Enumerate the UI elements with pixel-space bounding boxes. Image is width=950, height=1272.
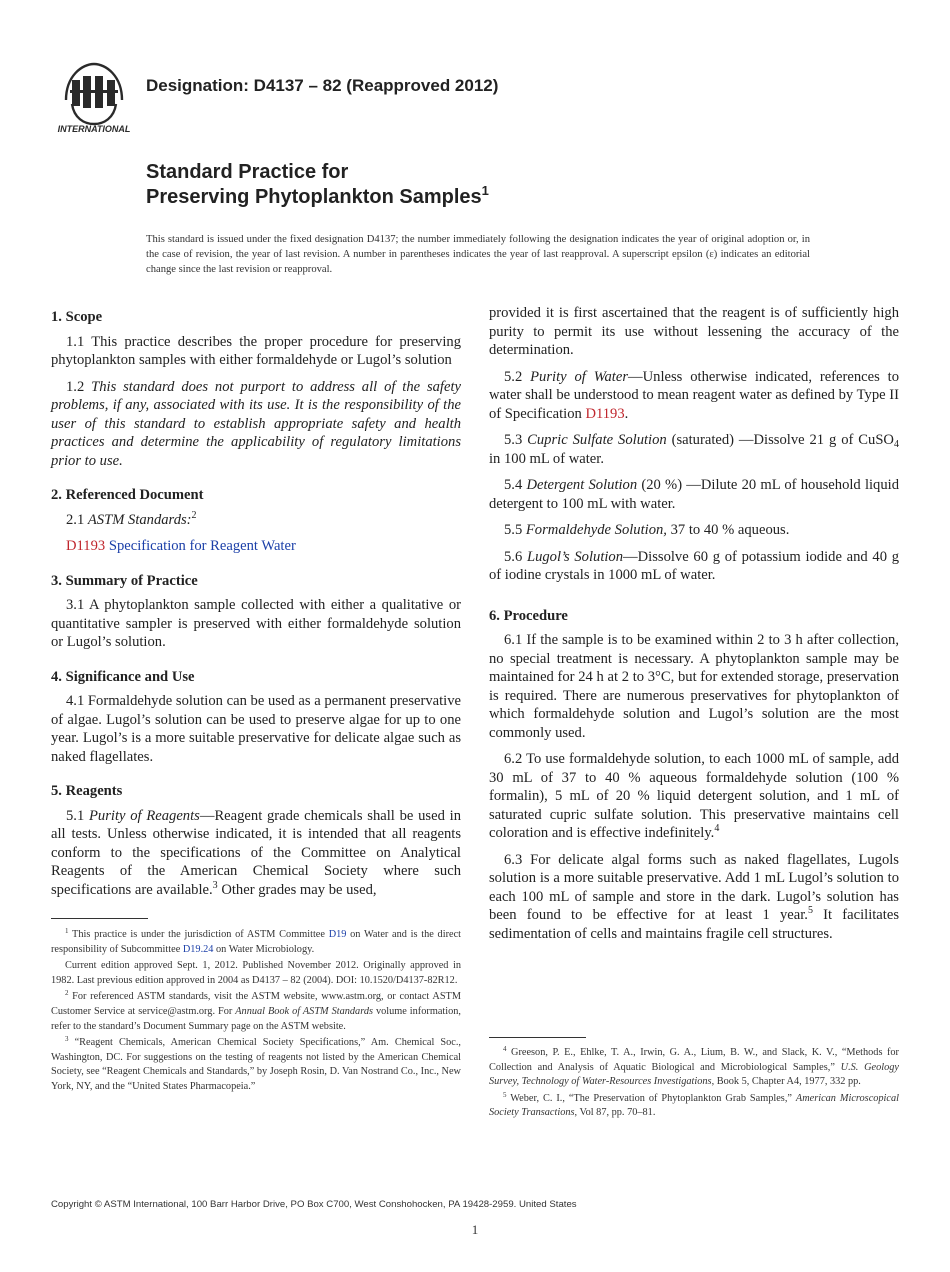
paragraph-1-1: 1.1 This practice describes the proper procedure for preserving phytoplankton samples with either formaldehyde or Lugol’s solution [51,333,461,368]
title-block [146,160,489,210]
paragraph-5-3: 5.3 Cupric Sulfate Solution (saturated) —Dissolve 21 g of CuSO$_4$ in 100 mL of water. [489,432,899,467]
copyright-notice: Copyright © ASTM International, 100 Barr Harbor Drive, PO Box C700, West Conshohocken, PA 19428-2959. United States [51,1199,577,1210]
paragraph-6-2: 6.2 To use formaldehyde solution, to each 1000 mL of sample, add 30 mL of 37 to 40 % aqueous formaldehyde solution (100 % formalin), 5 mL of 20 % liquid detergent solution, and 1 mL of saturated cupric sulfate solution. This preservative maintains cell coloration and is effective indefinitely.$^4$ [489,751,899,841]
paragraph-5-2: 5.2 Purity of Water—Unless otherwise indicated, references to water shall be understood to mean reagent water as defined by Type II of Specification D1193. [489,368,900,422]
section-heading-procedure: 6. Procedure [489,607,568,624]
section-heading-reagents: 5. Reagents [51,783,123,799]
reagent-water-link[interactable]: Specification for Reagent Water [108,538,296,554]
paragraph-5-1-continued: provided it is first ascertained that the reagent is of sufficiently high purity to permit its use without lessening the accuracy of the determination. [489,305,899,358]
section-heading-significance: 4. Significance and Use [51,668,195,685]
astm-logo [52,58,136,134]
paragraph-5-5: 5.5 Formaldehyde Solution, 37 to 40 % aqueous. [504,522,790,538]
footnotes-left [51,928,461,1097]
footnote-4: $^4$ Greeson, P. E., Ehlke, T. A., Irwin, G. A., Lium, B. W., and Slack, K. V., “Methods for Collection and Analysis of Aquatic Biological and Microbiological Samples,” U.S. Geology Survey, Technology of Water-Resources Investigations, Book 5, Chapter A4, 1977, 332 pp. [489,1045,899,1088]
designation: Designation: D4137 – 82 (Reapproved 2012) [146,76,499,95]
footnote-1: $^1$ This practice is under the jurisdiction of ASTM Committee D19 on Water and is the direct responsibility of Subcommittee D19.24 on Water Microbiology. [51,927,461,955]
section-heading-scope: 1. Scope [51,309,103,325]
paragraph-4-1: 4.1 Formaldehyde solution can be used as a permanent preservative of algae. Lugol’s solution can be used to preserve algae for up to one year. Lugol’s is a more suitable preservative for delicate algae such as naked flagellates. [51,693,461,765]
paragraph-1-2: 1.2 This standard does not purport to address all of the safety problems, if any, associated with its use. It is the responsibility of the user of this standard to establish appropriate safety and health practices and determine the applicability of regulatory limitations prior to use. [51,378,461,469]
page-number: 1 [471,1222,479,1237]
paragraph-6-1: 6.1 If the sample is to be examined within 2 to 3 h after collection, no special treatment is necessary. A phytoplankton sample may be maintained for 24 h at 2 to 3°C, but for extended storage, preservation is required. There are numerous preservatives for phytoplankton of which formaldehyde solution and Lugol’s solution are the most commonly used. [489,632,899,741]
title-line2: Preserving Phytoplankton Samples$^1$ [146,183,489,208]
paragraph-5-1: 5.1 Purity of Reagents—Reagent grade chemicals shall be used in all tests. Unless otherwise indicated, it is intended that all reagents conform to the specifications of the Committee on Analytical Reagents of the American Chemical Society where such specifications are available.$^3$ Other grades may be used, [51,807,461,898]
footnote-2: $^2$ For referenced ASTM standards, visit the ASTM website, www.astm.org, or contact ASTM Customer Service at service@astm.org. For Annual Book of ASTM Standards volume information, refer to the standard’s Document Summary page on the ASTM website. [51,989,461,1032]
section-heading-summary: 3. Summary of Practice [51,572,198,589]
paragraph-5-4: 5.4 Detergent Solution (20 %) —Dilute 20 mL of household liquid detergent to 100 mL with water. [489,477,899,512]
paragraph-2-1: 2.1 ASTM Standards:$^2$ [66,509,197,528]
d1193-inline-link[interactable]: D1193 [585,405,625,422]
paragraph-6-3: 6.3 For delicate algal forms such as naked flagellates, Lugols solution is a more suitable preservative. Add 1 mL Lugol’s solution to each 100 mL of sample and store in the dark. Lugol’s solution has been found to be effective for at least 1 year.$^5$ It facilitates sedimentation of cells and maintains fragile cell structures. [489,851,899,942]
paragraph-3-1: 3.1 A phytoplankton sample collected with either a qualitative or quantitative sampler is preserved with either formaldehyde solution or Lugol’s solution. [51,597,461,650]
footnote-1-edition: Current edition approved Sept. 1, 2012. Published November 2012. Originally approved in 1982. Last previous edition approved in 2004 as D4137 – 82 (2004). DOI: 10.1520/D4137-82R12. [51,960,461,986]
footnote-rule-left [51,918,148,919]
right-column [489,304,899,951]
paragraph-5-6: 5.6 Lugol’s Solution—Dissolve 60 g of potassium iodide and 40 g of iodine crystals in 1000 mL of water. [489,548,900,583]
title-line1: Standard Practice for [146,161,349,183]
d19-link[interactable]: D19 [328,929,347,940]
footnote-3: $^3$ “Reagent Chemicals, American Chemical Society Specifications,” Am. Chemical Soc., Washington, DC. For suggestions on the testing of reagents not listed by the American Chemical Society, see “Reagent Chemicals and Standards,” by Joseph Rosin, D. Van Nostrand Co., Inc., New York, NY, and the “United States Pharmacopeia.” [51,1035,461,1092]
left-column [51,304,461,907]
reference-d1193 [66,537,461,556]
logo-text: INTERNATIONAL [57,124,131,134]
title-footnote-mark: 1 [481,183,489,198]
section-heading-referenced: 2. Referenced Document [51,487,204,503]
footnote-rule-right [489,1037,586,1038]
footnote-5: $^5$ Weber, C. I., “The Preservation of Phytoplankton Grab Samples,” American Microscopical Society Transactions, Vol 87, pp. 70–81. [489,1090,899,1119]
footnotes-right [489,1046,899,1123]
d19-24-link[interactable]: D19.24 [182,943,214,955]
issuance-statement: This standard is issued under the fixed designation D4137; the number immediately following the designation indicates the year of original adoption or, in the case of revision, the year of last revision. A number in parentheses indicates the year of last reapproval. A superscript epsilon (ε) indicates an editorial change since the last revision or reapproval. [146,234,810,276]
d1193-link[interactable]: D1193 [66,538,106,554]
